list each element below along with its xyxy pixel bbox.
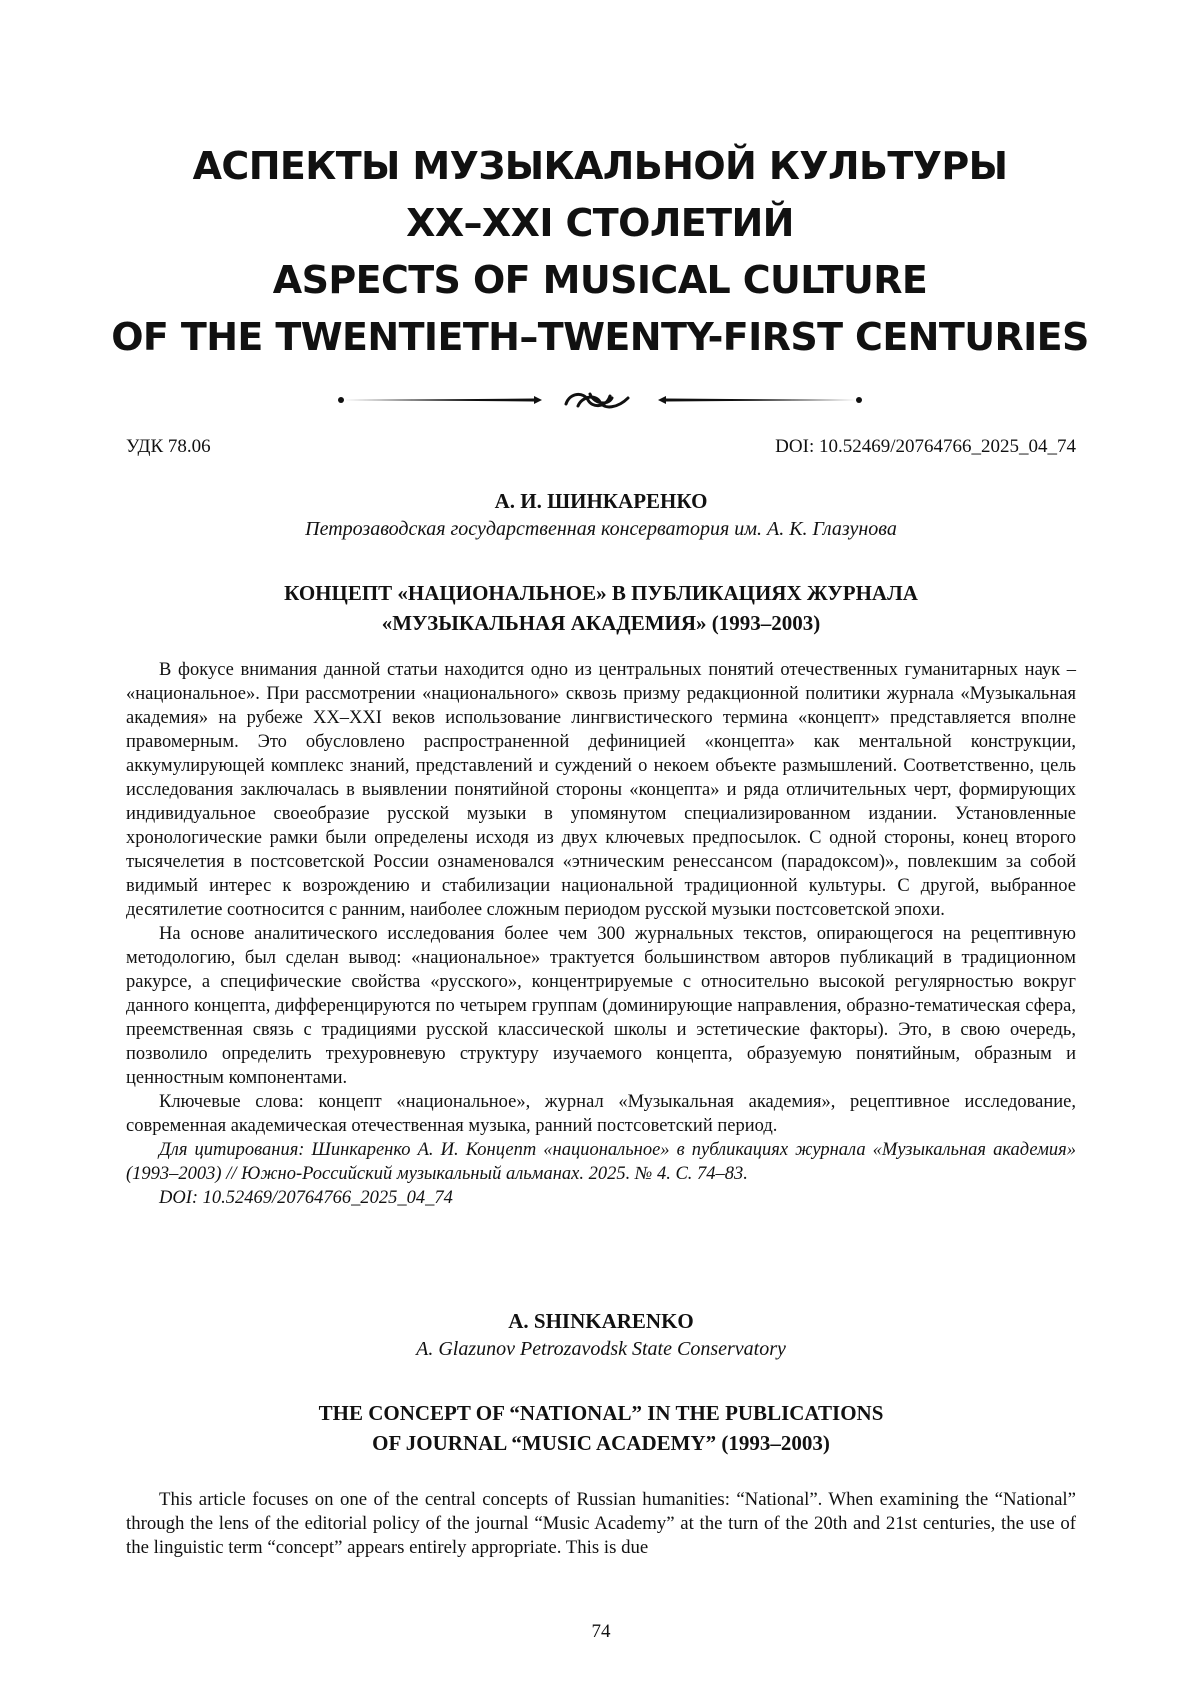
section-header-line: ASPECTS OF MUSICAL CULTURE <box>272 258 928 302</box>
section-header-line: АСПЕКТЫ МУЗЫКАЛЬНОЙ КУЛЬТУРЫ <box>192 144 1008 188</box>
keywords-ru: Ключевые слова: концепт «национальное», журнал «Музыкальная академия», рецептивное исследование, современная академическая отечественная музыка, ранний постсоветский период. <box>126 1092 1076 1136</box>
decorative-divider-ornament <box>338 386 862 414</box>
affiliation-ru: Петрозаводская государственная консерватория им. А. К. Глазунова <box>305 518 897 540</box>
article-title-line: THE CONCEPT OF “NATIONAL” IN THE PUBLICATIONS <box>318 1401 884 1425</box>
article-title-line: КОНЦЕПТ «НАЦИОНАЛЬНОЕ» В ПУБЛИКАЦИЯХ ЖУРНАЛА <box>284 581 918 605</box>
abstract-ru <box>126 658 1076 1210</box>
doi-header: DOI: 10.52469/20764766_2025_04_74 <box>775 436 1076 457</box>
abstract-paragraph: В фокусе внимания данной статьи находится одно из центральных понятий отечественных гуманитарных наук – «национальное». При рассмотрении «национального» сквозь призму редакционной политики журнала «Музыкальная академия» на рубеже XX–XXI веков использование лингвистического термина «концепт» представляется вполне правомерным. Это обусловлено распространенной дефиницией «концепта» как ментальной конструкции, аккумулирующей комплекс знаний, представлений и суждений о некоем объекте размышлений. Соответственно, цель исследования заключалась в выявлении понятийной стороны «концепта» и ряда отличительных черт, формирующих индивидуальное своеобразие русской музыки в упомянутом специализированном издании. Установленные хронологические рамки были определены исходя из двух ключевых предпосылок. С одной стороны, конец второго тысячелетия в постсоветской России ознаменовался «этническим ренессансом (парадоксом)», повлекшим за собой видимый интерес к возрождению и стабилизации национальной традиционной культуры. С другой, выбранное десятилетие соотносится с ранним, наиболее сложным периодом русской музыки постсоветской эпохи. <box>126 660 1076 920</box>
citation-doi: DOI: 10.52469/20764766_2025_04_74 <box>159 1188 453 1208</box>
article-title-ru <box>126 578 1076 638</box>
author-name-ru: А. И. ШИНКАРЕНКО <box>494 489 708 513</box>
section-header <box>60 138 1140 366</box>
abstract-paragraph: На основе аналитического исследования более чем 300 журнальных текстов, опирающегося на рецептивную методологию, был сделан вывод: «национальное» трактуется большинством авторов публикаций в традиционном ракурсе, а специфические свойства «русского», концентрируемые с относительно высокой регулярностью вокруг данного концепта, дифференцируются по четырем группам (доминирующие направления, образно-тематическая сфера, преемственная связь с традициями русской классической школы и эстетические факторы). Это, в свою очередь, позволило определить трехуровневую структуру изучаемого концепта, образуемую понятийным, образным и ценностным компонентами. <box>126 924 1076 1088</box>
page-number: 74 <box>591 1621 611 1642</box>
section-header-line: OF THE TWENTIETH–TWENTY-FIRST CENTURIES <box>111 315 1089 359</box>
article-title-line: OF JOURNAL “MUSIC ACADEMY” (1993–2003) <box>372 1431 830 1455</box>
citation-ru: Для цитирования: Шинкаренко А. И. Концепт «национальное» в публикациях журнала «Музыкальная академия» (1993–2003) // Южно-Российский музыкальный альманах. 2025. № 4. С. 74–83. <box>126 1140 1076 1184</box>
article-title-en <box>126 1398 1076 1458</box>
article-title-line: «МУЗЫКАЛЬНАЯ АКАДЕМИЯ» (1993–2003) <box>381 611 821 635</box>
udc-code: УДК 78.06 <box>126 436 211 457</box>
section-header-line: XX–XXI СТОЛЕТИЙ <box>406 201 794 245</box>
abstract-paragraph: This article focuses on one of the central concepts of Russian humanities: “National”. When examining the “National” through the lens of the editorial policy of the journal “Music Academy” at the turn of the 20th and 21st centuries, the use of the linguistic term “concept” appears entirely appropriate. This is due <box>126 1489 1076 1558</box>
affiliation-en: A. Glazunov Petrozavodsk State Conservatory <box>416 1338 786 1360</box>
author-name-en: A. SHINKARENKO <box>508 1309 694 1333</box>
abstract-en <box>126 1488 1076 1560</box>
